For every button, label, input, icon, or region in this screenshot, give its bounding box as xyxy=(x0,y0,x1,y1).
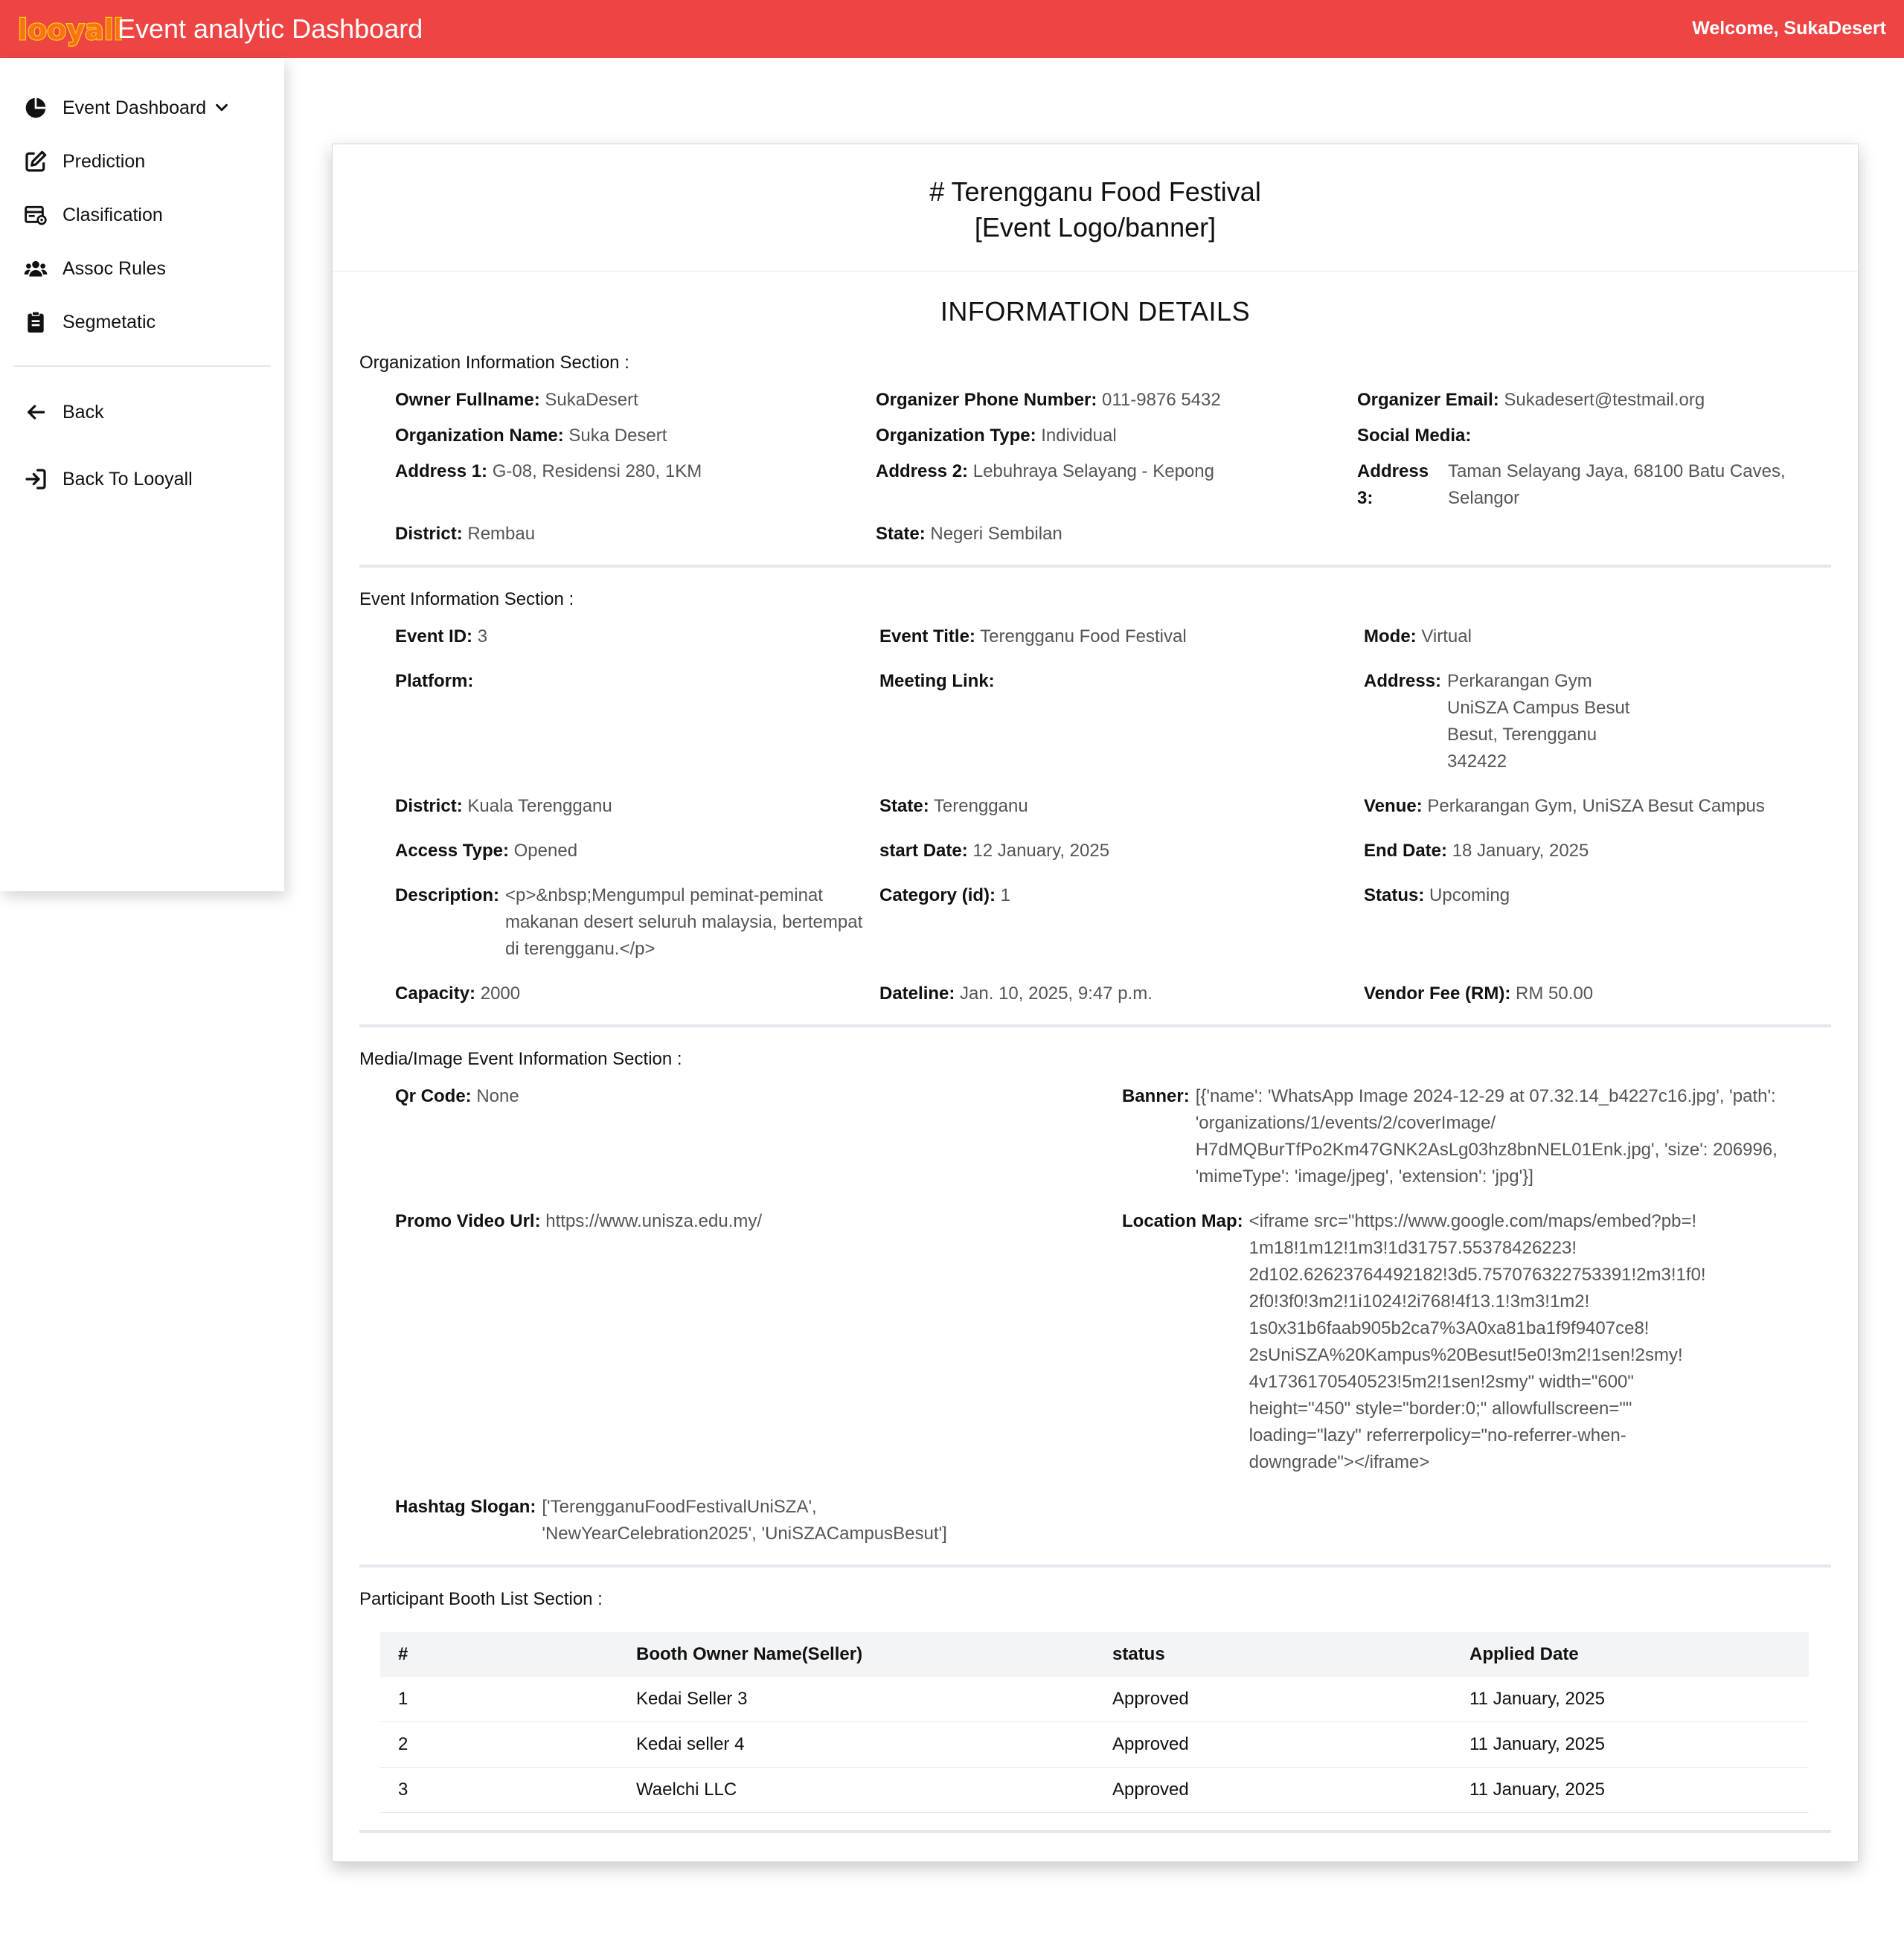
address-1-field: Address 1: G-08, Residensi 280, 1KM xyxy=(395,461,702,481)
sidebar-item-label: Segmetatic xyxy=(62,311,156,333)
sidebar-back-to-looyall[interactable] xyxy=(24,464,193,494)
event-detail-card xyxy=(332,144,1859,1862)
column-header: status xyxy=(1112,1644,1165,1664)
table-cell: 2 xyxy=(398,1734,408,1754)
sidebar-item-clasification[interactable] xyxy=(24,200,163,230)
section-divider xyxy=(359,1830,1831,1833)
column-header: Booth Owner Name(Seller) xyxy=(636,1644,863,1664)
table-cell: Waelchi LLC xyxy=(636,1780,737,1800)
organizer-phone-field: Organizer Phone Number: 011-9876 5432 xyxy=(876,390,1221,410)
table-cell: 11 January, 2025 xyxy=(1469,1734,1605,1754)
promo-video-field: Promo Video Url: https://www.unisza.edu.my/ xyxy=(395,1211,763,1231)
column-header: # xyxy=(398,1644,408,1664)
banner-field: Banner: [{'name': 'WhatsApp Image 2024-12-29 at 07.32.14_b4227c16.jpg', 'path': 'organizations/1/events/2/coverImage/ H7dMQBurTfPo2Km47GNK2AsLg03hz8bnNEL01Enk.jpg', 'size': 206996, 'mimeType': 'image/jpeg', 'extension': 'jpg'}] xyxy=(1122,1086,1778,1187)
sidebar-item-label: Clasification xyxy=(62,204,163,225)
clipboard-icon xyxy=(24,310,48,334)
address-2-field: Address 2: Lebuhraya Selayang - Kepong xyxy=(876,461,1214,481)
table-row xyxy=(380,1722,1809,1768)
column-header: Applied Date xyxy=(1469,1644,1579,1664)
organization-type-field: Organization Type: Individual xyxy=(876,426,1117,446)
table-cell: 1 xyxy=(398,1689,408,1709)
table-cell: Kedai seller 4 xyxy=(636,1734,745,1754)
table-cell: Approved xyxy=(1112,1734,1189,1754)
organizer-email-field: Organizer Email: Sukadesert@testmail.org xyxy=(1357,390,1705,410)
table-cell: 11 January, 2025 xyxy=(1469,1780,1605,1800)
media-section-title: Media/Image Event Information Section : xyxy=(359,1049,682,1069)
status-field: Status: Upcoming xyxy=(1364,885,1510,905)
pencil-square-icon xyxy=(24,150,48,173)
sidebar-item-prediction[interactable] xyxy=(24,147,145,176)
booth-table xyxy=(380,1632,1809,1813)
meeting-link-field: Meeting Link: xyxy=(879,671,995,691)
organization-section-title: Organization Information Section : xyxy=(359,353,629,373)
event-address-field: Address: Perkarangan Gym UniSZA Campus Besut Besut, Terengganu 342422 xyxy=(1364,671,1630,771)
sidebar-item-label: Assoc Rules xyxy=(62,257,166,279)
welcome-user: Welcome, SukaDesert xyxy=(1692,18,1886,39)
event-state-field: State: Terengganu xyxy=(879,796,1028,816)
table-cell: Approved xyxy=(1112,1689,1189,1709)
card-header xyxy=(333,144,1858,272)
table-row xyxy=(380,1677,1809,1722)
hashtag-slogan-field: Hashtag Slogan: ['TerengganuFoodFestivalUniSZA', 'NewYearCelebration2025', 'UniSZACampusBesut'] xyxy=(395,1497,947,1544)
event-mode-field: Mode: Virtual xyxy=(1364,626,1472,646)
app-title: Event analytic Dashboard xyxy=(118,13,423,44)
org-state-field: State: Negeri Sembilan xyxy=(876,524,1062,544)
users-icon xyxy=(24,257,48,280)
location-map-field: Location Map: <iframe src="https://www.google.com/maps/embed?pb=! 1m18!1m12!1m3!1d31757.55378426223! 2d102.62623764492182!3d5.757076322753391!2m3!1f0! 2f0!3f0!3m2!1i1024!2i768!4f13.1!3m3!1m2! 1s0x31b6faab905b2ca7%3A0xa81ba1f9f9407ce8! 2sUniSZA%20Kampus%20Besut!5e0!3m2!1sen!2smy! 4v1736170540523!5m2!1sen!2smy" width="600" height="450" style="border:0;" allowfullscreen="" loading="lazy" referrerpolicy="no-referrer-when- downgrade"></iframe> xyxy=(1122,1211,1706,1472)
venue-field: Venue: Perkarangan Gym, UniSZA Besut Campus xyxy=(1364,796,1765,816)
event-title-text: # Terengganu Food Festival xyxy=(929,176,1261,207)
sidebar-item-label: Event Dashboard xyxy=(62,97,207,118)
sidebar-item-event-dashboard[interactable] xyxy=(24,93,230,123)
event-banner-placeholder: [Event Logo/banner] xyxy=(974,212,1217,243)
social-media-field: Social Media: xyxy=(1357,426,1472,446)
table-row xyxy=(380,1768,1809,1813)
event-district-field: District: Kuala Terengganu xyxy=(395,796,612,816)
arrow-left-icon xyxy=(24,400,48,424)
description-field: Description: <p>&nbsp;Mengumpul peminat-peminat makanan desert seluruh malaysia, bertempat di terengganu.</p> xyxy=(395,885,863,959)
section-divider xyxy=(359,1565,1831,1567)
sidebar xyxy=(0,58,284,891)
sidebar-back[interactable] xyxy=(24,397,104,427)
sidebar-item-segmetatic[interactable] xyxy=(24,307,156,337)
owner-fullname-field: Owner Fullname: SukaDesert xyxy=(395,390,638,410)
table-cell: Approved xyxy=(1112,1780,1189,1800)
dateline-field: Dateline: Jan. 10, 2025, 9:47 p.m. xyxy=(879,983,1153,1004)
table-cell: 3 xyxy=(398,1780,408,1800)
looyall-logo[interactable] xyxy=(16,10,124,48)
pie-chart-icon xyxy=(24,96,48,120)
booth-section-title: Participant Booth List Section : xyxy=(359,1589,603,1609)
capacity-field: Capacity: 2000 xyxy=(395,983,521,1004)
event-section-title: Event Information Section : xyxy=(359,589,574,609)
sidebar-divider xyxy=(13,365,271,367)
information-details-title: INFORMATION DETAILS xyxy=(940,296,1251,327)
access-type-field: Access Type: Opened xyxy=(395,841,578,861)
sidebar-back-label: Back xyxy=(62,401,104,423)
start-date-field: start Date: 12 January, 2025 xyxy=(879,841,1110,861)
section-divider xyxy=(359,1024,1831,1027)
table-header-row xyxy=(380,1632,1809,1677)
org-district-field: District: Rembau xyxy=(395,524,536,544)
event-title-field: Event Title: Terengganu Food Festival xyxy=(879,626,1187,646)
category-field: Category (id): 1 xyxy=(879,885,1011,905)
sidebar-item-assoc-rules[interactable] xyxy=(24,254,166,283)
section-divider xyxy=(359,565,1831,568)
table-cell: 11 January, 2025 xyxy=(1469,1689,1605,1709)
organization-name-field: Organization Name: Suka Desert xyxy=(395,426,667,446)
top-navbar xyxy=(0,0,1904,58)
platform-field: Platform: xyxy=(395,671,474,691)
event-title-heading xyxy=(333,174,1858,246)
event-id-field: Event ID: 3 xyxy=(395,626,488,646)
end-date-field: End Date: 18 January, 2025 xyxy=(1364,841,1589,861)
settings-panel-icon xyxy=(24,203,48,227)
chevron-down-icon[interactable] xyxy=(214,100,230,116)
table-cell: Kedai Seller 3 xyxy=(636,1689,748,1709)
address-3-field: Address 3: Taman Selayang Jaya, 68100 Batu Caves, Selangor xyxy=(1357,461,1786,508)
logo-text: looyall xyxy=(18,13,124,46)
promo-video-link[interactable]: https://www.unisza.edu.my/ xyxy=(545,1211,763,1231)
vendor-fee-field: Vendor Fee (RM): RM 50.00 xyxy=(1364,983,1594,1004)
qr-code-field: Qr Code: None xyxy=(395,1086,519,1106)
sidebar-item-label: Prediction xyxy=(62,150,146,172)
login-icon xyxy=(24,467,48,491)
sidebar-back-to-looyall-label: Back To Looyall xyxy=(62,468,193,490)
